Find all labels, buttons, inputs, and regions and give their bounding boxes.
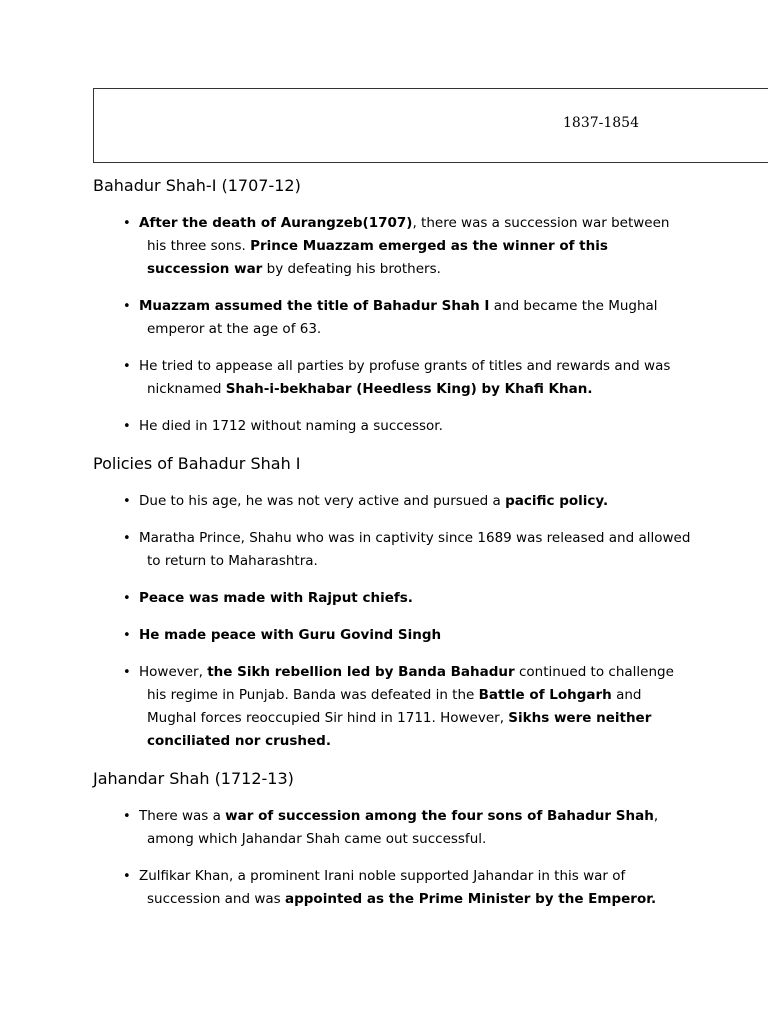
section-heading: Policies of Bahadur Shah I (93, 454, 301, 473)
text-run: There was a (139, 808, 226, 824)
bullet-item (93, 527, 693, 573)
bold-text: Battle of Lohgarh (478, 687, 612, 703)
bold-text: Muazzam assumed the title of Bahadur Shah I (139, 298, 490, 314)
bold-text: Prince Muazzam emerged as the winner of this succession war (147, 238, 608, 277)
header-date-range: 1837-1854 (563, 115, 639, 131)
bullet-item (93, 295, 693, 341)
text-run: by defeating his brothers. (262, 261, 441, 277)
bold-text: pacific policy. (505, 493, 609, 509)
text-run: He tried to appease all parties by profuse grants of titles and rewards and was nicknamed (139, 358, 671, 397)
document-body (93, 174, 693, 925)
bold-text: After the death of Aurangzeb(1707) (139, 215, 413, 231)
text-run: , among which Jahandar Shah came out successful. (147, 808, 659, 847)
bold-text: Sikhs were neither conciliated nor crushed. (147, 710, 652, 749)
header-box (93, 88, 768, 163)
bullet-list (93, 805, 693, 911)
text-run: Due to his age, he was not very active and pursued a (139, 493, 506, 509)
section-heading: Jahandar Shah (1712-13) (93, 769, 294, 788)
text-run: and became the Mughal emperor at the age of 63. (147, 298, 658, 337)
bullet-item (93, 624, 693, 647)
bold-text: appointed as the Prime Minister by the Emperor. (285, 891, 657, 907)
bullet-item (93, 865, 693, 911)
bold-text: Peace was made with Rajput chiefs. (139, 590, 413, 606)
text-run: continued to challenge his regime in Punjab. Banda was defeated in the (147, 664, 674, 703)
bullet-item (93, 415, 693, 438)
bold-text: Shah-i-bekhabar (Heedless King) by Khafi Khan. (225, 381, 593, 397)
text-run: However, (139, 664, 208, 680)
text-run: , there was a succession war between his three sons. (147, 215, 670, 254)
bullet-item (93, 587, 693, 610)
section-heading: Bahadur Shah-I (1707-12) (93, 176, 301, 195)
text-run: Maratha Prince, Shahu who was in captivity since 1689 was released and allowed to return to Maharashtra. (139, 530, 691, 569)
bullet-item (93, 355, 693, 401)
bold-text: the Sikh rebellion led by Banda Bahadur (207, 664, 515, 680)
text-run: He died in 1712 without naming a successor. (139, 418, 443, 434)
text-run: and Mughal forces reoccupied Sir hind in 1711. However, (147, 687, 642, 726)
bullet-item (93, 805, 693, 851)
bullet-item (93, 661, 693, 753)
bullet-list (93, 212, 693, 438)
text-run: Zulfikar Khan, a prominent Irani noble supported Jahandar in this war of succession and was (139, 868, 626, 907)
bullet-list (93, 490, 693, 753)
bullet-item (93, 490, 693, 513)
bold-text: war of succession among the four sons of Bahadur Shah (225, 808, 654, 824)
bullet-item (93, 212, 693, 281)
bold-text: He made peace with Guru Govind Singh (139, 627, 442, 643)
